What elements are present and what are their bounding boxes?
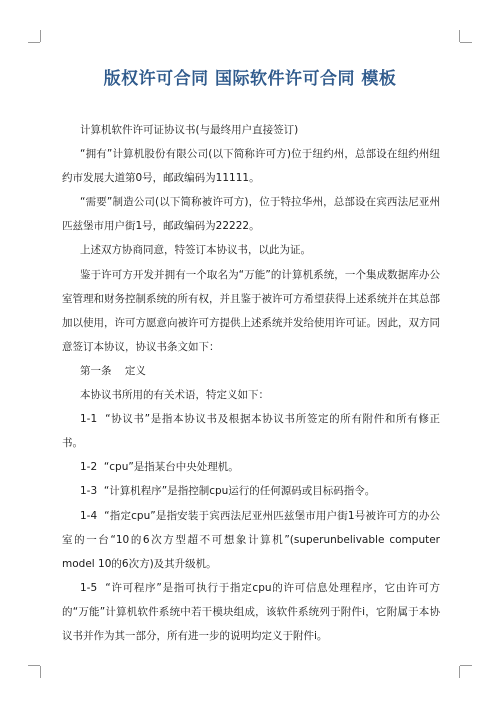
article-heading: 第一条 定义 xyxy=(80,364,146,377)
document-title: 版权许可合同 国际软件许可合同 模板 xyxy=(103,69,397,89)
paragraph-recital: 鉴于许可方开发并拥有一个取名为“万能”的计算机系统，一个集成数据库办公室管理和财务控制系统的所有权，并且鉴于被许可方希望获得上述系统并在其总部加以使用，许可方愿意向被许可方提供上述系统并发给使用许可证。因此，双方同意签订本协议，协议书条文如下： xyxy=(62,268,440,353)
crop-mark-top-right xyxy=(459,30,460,42)
crop-mark-top-right-h xyxy=(460,42,472,43)
paragraph-licensor: “拥有”计算机股份有限公司(以下简称许可方)位于纽约州，总部设在纽约州纽约市发展大道第0号，邮政编码为11111。 xyxy=(62,148,440,185)
crop-mark-top-left xyxy=(40,30,41,42)
paragraph-definitions-intro: 本协议书所用的有关术语，特定义如下： xyxy=(80,389,269,402)
crop-mark-bottom-right xyxy=(459,666,460,678)
clause-1-5: 1-5 “许可程序”是指可执行于指定cpu的许可信息处理程序，它由许可方的“万能”计算机软件系统中若干模块组成，该软件系统列于附件i，它附属于本协议书并作为其一部分，所有进一步的说明均定义于附件i。 xyxy=(62,581,440,642)
document-body xyxy=(62,118,444,648)
clause-1-2: 1-2 “cpu”是指某台中央处理机。 xyxy=(80,461,239,474)
crop-mark-bottom-right-h xyxy=(460,665,472,666)
paragraph-licensee: “需要”制造公司(以下简称被许可方)，位于特拉华州，总部设在宾西法尼亚州匹兹堡市用户街1号，邮政编码为22222。 xyxy=(62,196,440,233)
crop-mark-bottom-left xyxy=(40,666,41,678)
clause-1-4: 1-4 “指定cpu”是指安装于宾西法尼亚州匹兹堡市用户街1号被许可方的办公室的一台“10的6次方型超不可想象计算机”(superunbelivable computer model 10的6次方)及其升级机。 xyxy=(62,509,444,570)
clause-1-3: 1-3 “计算机程序”是指控制cpu运行的任何源码或目标码指令。 xyxy=(80,485,376,498)
clause-1-1: 1-1 “协议书”是指本协议书及根据本协议书所签定的所有附件和所有修正书。 xyxy=(62,413,440,450)
crop-mark-bottom-left-h xyxy=(28,665,40,666)
crop-mark-top-left-h xyxy=(28,42,40,43)
paragraph-subtitle: 计算机软件许可证协议书(与最终用户直接签订) xyxy=(80,124,299,136)
paragraph-agreement: 上述双方协商同意，特签订本协议书，以此为证。 xyxy=(80,244,311,257)
